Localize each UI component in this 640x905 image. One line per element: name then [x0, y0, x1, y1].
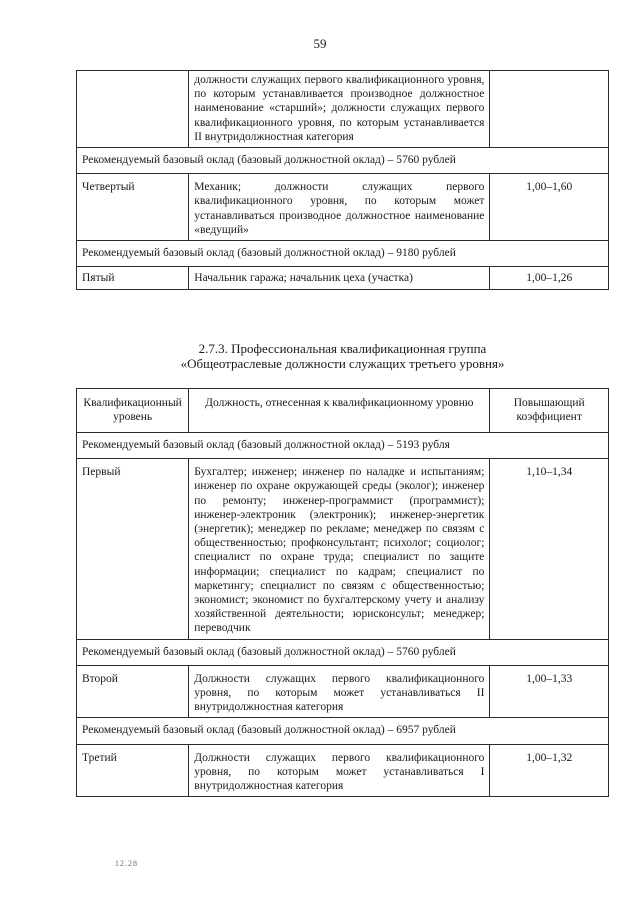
level-cell: Первый — [77, 459, 189, 639]
header-coefficient: Повышающий коэффициент — [490, 389, 609, 433]
section-heading-line1: 2.7.3. Профессиональная квалификационная группа — [198, 341, 487, 356]
coefficient-cell: 1,10–1,34 — [490, 459, 609, 639]
recommended-salary-row — [77, 241, 609, 267]
recommended-salary-row — [77, 718, 609, 744]
qualification-table-continued — [76, 70, 609, 290]
table-row — [77, 744, 609, 797]
level-cell — [77, 71, 189, 148]
coefficient-cell: 1,00–1,33 — [490, 665, 609, 718]
table-row — [77, 459, 609, 639]
table-header-row — [77, 389, 609, 433]
recommended-salary-row — [77, 639, 609, 665]
recommended-salary-text: Рекомендуемый базовый оклад (базовый должностной оклад) – 9180 рублей — [77, 241, 609, 267]
header-position: Должность, отнесенная к квалификационному уровню — [189, 389, 490, 433]
level-cell: Третий — [77, 744, 189, 797]
position-cell: должности служащих первого квалификационного уровня, по которым устанавливается производное должностное наименование «старший»; должности служащих первого квалификационного уровня, по которым устанавливается II внутридолжностная категория — [189, 71, 490, 148]
section-heading — [76, 341, 609, 371]
recommended-salary-row — [77, 433, 609, 459]
section-heading-line2: «Общеотраслевые должности служащих третьего уровня» — [180, 356, 505, 371]
table-row — [77, 665, 609, 718]
qualification-table-third-level — [76, 388, 609, 797]
recommended-salary-text: Рекомендуемый базовый оклад (базовый должностной оклад) – 5760 рублей — [77, 639, 609, 665]
recommended-salary-text: Рекомендуемый базовый оклад (базовый должностной оклад) – 5193 рубля — [77, 433, 609, 459]
table-row — [77, 267, 609, 290]
level-cell: Четвертый — [77, 174, 189, 241]
coefficient-cell: 1,00–1,60 — [490, 174, 609, 241]
recommended-salary-row — [77, 148, 609, 174]
table-row — [77, 71, 609, 148]
position-cell: Механик; должности служащих первого квалификационного уровня, по которым может устанавливаться производное должностное наименование «ведущий» — [189, 174, 490, 241]
level-cell: Второй — [77, 665, 189, 718]
position-cell: Бухгалтер; инженер; инженер по наладке и испытаниям; инженер по охране окружающей среды (эколог); инженер по ремонту; инженер-программист (программист); инженер-электроник (электроник); инженер-энергетик (энергетик); менеджер по рекламе; менеджер по связям с общественностью; профконсультант; психолог; социолог; специалист по охране труда; специалист по защите информации; специалист по кадрам; специалист по маркетингу; специалист по связям с общественностью; экономист; экономист по бухгалтерскому учету и анализу хозяйственной деятельности; юрисконсульт; менеджер; переводчик — [189, 459, 490, 639]
footer-mark: 12.28 — [115, 859, 138, 868]
coefficient-cell: 1,00–1,32 — [490, 744, 609, 797]
header-level: Квалификационный уровень — [77, 389, 189, 433]
coefficient-cell: 1,00–1,26 — [490, 267, 609, 290]
recommended-salary-text: Рекомендуемый базовый оклад (базовый должностной оклад) – 6957 рублей — [77, 718, 609, 744]
page-number: 59 — [313, 36, 327, 51]
position-cell: Начальник гаража; начальник цеха (участка) — [189, 267, 490, 290]
table-row — [77, 174, 609, 241]
position-cell: Должности служащих первого квалификационного уровня, по которым может устанавливаться II внутридолжностная категория — [189, 665, 490, 718]
level-cell: Пятый — [77, 267, 189, 290]
coefficient-cell — [490, 71, 609, 148]
position-cell: Должности служащих первого квалификационного уровня, по которым может устанавливаться I внутридолжностная категория — [189, 744, 490, 797]
recommended-salary-text: Рекомендуемый базовый оклад (базовый должностной оклад) – 5760 рублей — [77, 148, 609, 174]
